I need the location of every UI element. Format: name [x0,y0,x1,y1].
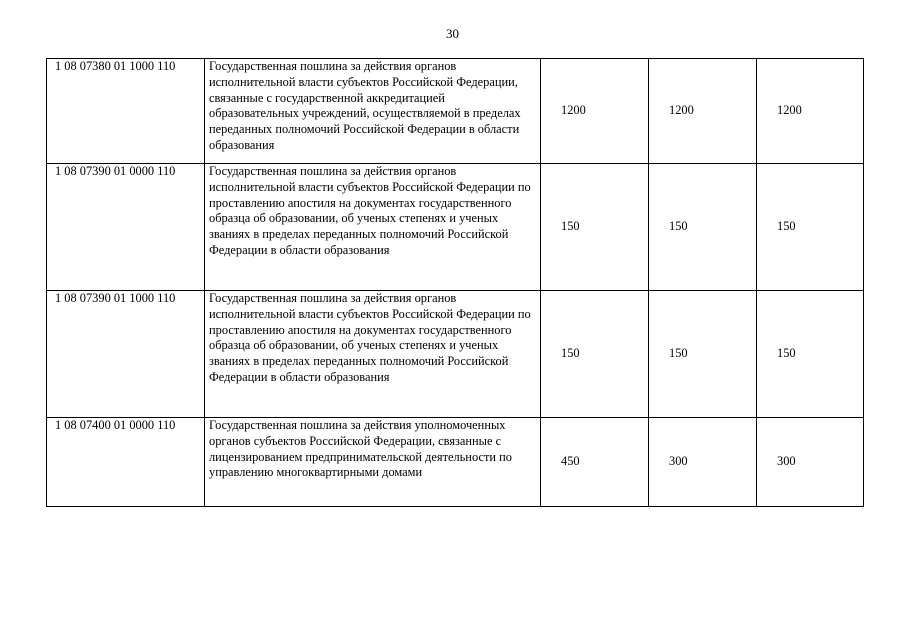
budget-code-cell: 1 08 07400 01 0000 110 [47,418,205,507]
amount-cell-3: 150 [757,291,864,418]
page-number: 30 [446,26,459,41]
fee-table [46,58,864,507]
amount-cell-2: 150 [649,291,757,418]
budget-code-cell: 1 08 07390 01 1000 110 [47,291,205,418]
amount-cell-1: 150 [541,291,649,418]
table-row [47,59,864,164]
fee-description-cell: Государственная пошлина за действия уполномоченных органов субъектов Российской Федерации, связанные с лицензированием предпринимательской деятельности по управлению многоквартирными домами [205,418,541,507]
amount-cell-2: 300 [649,418,757,507]
amount-cell-3: 300 [757,418,864,507]
amount-cell-3: 150 [757,164,864,291]
budget-code-cell: 1 08 07390 01 0000 110 [47,164,205,291]
fee-description-cell: Государственная пошлина за действия органов исполнительной власти субъектов Российской Федерации, связанные с государственной аккредитацией образовательных учреждений, осуществляемой в пределах переданных полномочий Российской Федерации в области образования [205,59,541,164]
table-row [47,418,864,507]
fee-description-cell: Государственная пошлина за действия органов исполнительной власти субъектов Российской Федерации по проставлению апостиля на документах государственного образца об образовании, об ученых степенях и ученых званиях в пределах переданных полномочий Российской Федерации в области образования [205,291,541,418]
amount-cell-2: 150 [649,164,757,291]
amount-cell-3: 1200 [757,59,864,164]
table-row [47,291,864,418]
table-row [47,164,864,291]
budget-code-cell: 1 08 07380 01 1000 110 [47,59,205,164]
amount-cell-1: 450 [541,418,649,507]
fee-description-cell: Государственная пошлина за действия органов исполнительной власти субъектов Российской Федерации по проставлению апостиля на документах государственного образца об образовании, об ученых степенях и ученых званиях в пределах переданных полномочий Российской Федерации в области образования [205,164,541,291]
amount-cell-2: 1200 [649,59,757,164]
amount-cell-1: 150 [541,164,649,291]
amount-cell-1: 1200 [541,59,649,164]
